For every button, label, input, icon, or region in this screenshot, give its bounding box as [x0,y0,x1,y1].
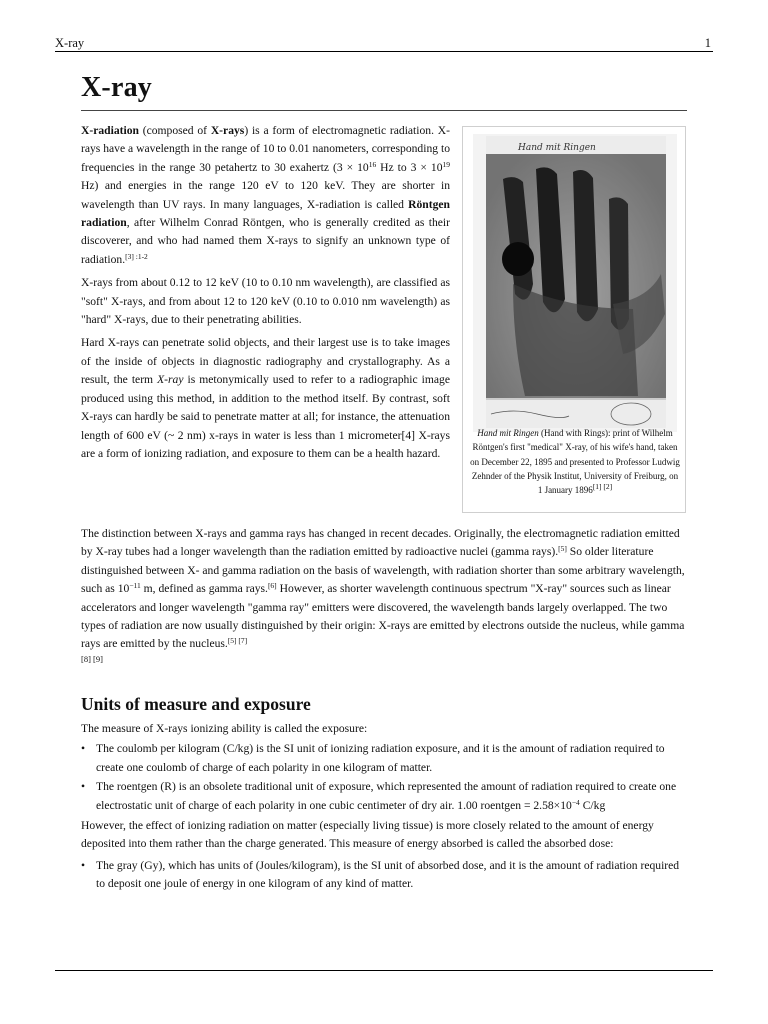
caption-text: (Hand with Rings): print of Wilhelm Röntgen's first "medical" X-ray, of his wife's hand, taken on December 22, 1895 and presented to Professor Ludwig Zehnder of the Physik Institut, University of Freiburg, on 1 January 1896 [470,428,680,496]
list-item [81,778,687,815]
term-x-rays: X-rays [210,124,245,137]
intro-paragraph-1 [81,122,450,269]
text-run: Hz to 3 × 10 [376,160,443,174]
text-run: Hz) and energies in the range 120 eV to 120 keV. They are shorter in wavelength than UV rays. In many languages, X-radiation is called [81,179,450,211]
caption-title: Hand mit Ringen [477,428,539,438]
article-title: X-ray [81,72,152,103]
title-rule [81,110,687,111]
text-run: The roentgen (R) is an obsolete traditional unit of exposure, which represented the amount of radiation required to create one electrostatic unit of charge of each polarity in one cubic centimeter of dry air. 1.00 roentgen = 2.58×10 [96,780,677,812]
text-run: So older literature distinguished between X- and gamma radiation on the basis of wavelength, with radiation shorter than some arbitrary wavelength, such as 10 [81,545,685,596]
text-run: The distinction between X-rays and gamma rays has changed in recent decades. Originally, the electromagnetic radiation emitted by X-ray tubes had a longer wavelength than the radiation emitted by radioactive nuclei (gamma rays). [81,527,680,559]
citation[interactable]: [3] :1-2 [125,251,148,261]
text-run: is metonymically used to refer to a radiographic image produced using this method, in addition to the method itself. By contrast, soft X-rays can hardly be said to penetrate matter at all; for instance, the attenuation length of 600 eV (~ 2 nm) x-rays in water is less than 1 micrometer[4] X-rays are a form of ionizing radiation, and exposure to them can be a health hazard. [81,373,450,460]
exponent: 19 [442,159,450,169]
text-run: Hard X-rays can penetrate solid objects, and their largest use is to take images of the inside of objects in diagnostic radiography and crystallography. As a result, the term [81,336,450,387]
citation[interactable]: [5] [558,544,567,554]
term-rontgen-radiation: Röntgen radiation [81,197,450,230]
handwriting-label: Hand mit Ringen [518,143,596,153]
header-rule [55,51,713,52]
running-header [55,36,713,52]
citation[interactable]: [6] [267,581,277,591]
caption-citation[interactable]: [1] [2] [592,482,613,492]
exponent: −11 [129,581,141,591]
term-x-radiation: X-radiation [81,124,139,137]
text-run: (composed of [138,124,211,137]
list-item: • The gray (Gy), which has units of (Joules/kilogram), is the SI unit of absorbed dose, and it is the amount of radiation required to deposit one joule of energy in one kilogram of any kind of matter. [81,857,687,894]
text-run: C/kg [579,798,606,812]
list-item: • The coulomb per kilogram (C/kg) is the SI unit of ionizing radiation exposure, and it is the amount of radiation required to create one coulomb of charge of each polarity in one kilogram of matter. [81,740,687,777]
text-run: However, as shorter wavelength continuous spectrum "X-ray" sources such as linear accelerators and longer wavelength "gamma ray" emitters were discovered, the wavelength bands largely overlapped. The two types of radiation are now usually distinguished by their origin: X-rays are emitted by electrons outside the nucleus, while gamma rays are emitted by the nucleus. [81,582,685,651]
section-heading: Units of measure and exposure [81,694,311,714]
intro-paragraph-3 [81,334,450,463]
intro-column [81,122,450,468]
dose-list [81,857,687,894]
term-x-ray-italic: X-ray [157,373,184,387]
running-header-title: X-ray [55,36,85,50]
units-intro: The measure of X-rays ionizing ability is called the exposure: [81,722,368,735]
citation[interactable]: [5] [7] [227,636,248,646]
absorbed-dose-paragraph: However, the effect of ionizing radiation on matter (especially living tissue) is more closely related to the amount of energy deposited into them rather than the charge generated. This measure of energy absorbed is called the absorbed dose: [81,819,654,851]
distinction-paragraph [81,525,687,664]
text-run: ) is a form of electromagnetic radiation. X-rays have a wavelength in the range of 10 to 0.01 nanometers, corresponding to frequencies in the range 30 petahertz to 30 exahertz (3 × 10 [81,124,450,174]
exposure-list [81,740,687,815]
citation-line[interactable]: [8] [9] [81,653,103,664]
exponent: 16 [368,159,377,169]
text-run: , after Wilhelm Conrad Röntgen, who is generally credited as their discoverer, and who had named them X-rays to signify an unknown type of radiation. [81,216,450,266]
units-section [81,720,687,894]
text-run: m, defined as gamma rays. [140,582,268,596]
exponent: −4 [571,797,580,807]
radiograph-of-hand-with-ring-icon [473,134,677,432]
footer-rule [55,970,713,971]
intro-paragraph-2: X-rays from about 0.12 to 12 keV (10 to 0.10 nm wavelength), are classified as "soft" X-rays, and from about 12 to 120 keV (0.10 to 0.010 nm wavelength) as "hard" X-rays, due to their penetrating abilities. [81,276,450,327]
figure-caption [469,426,681,497]
page-number: 1 [704,36,711,50]
figure-box [462,126,686,513]
